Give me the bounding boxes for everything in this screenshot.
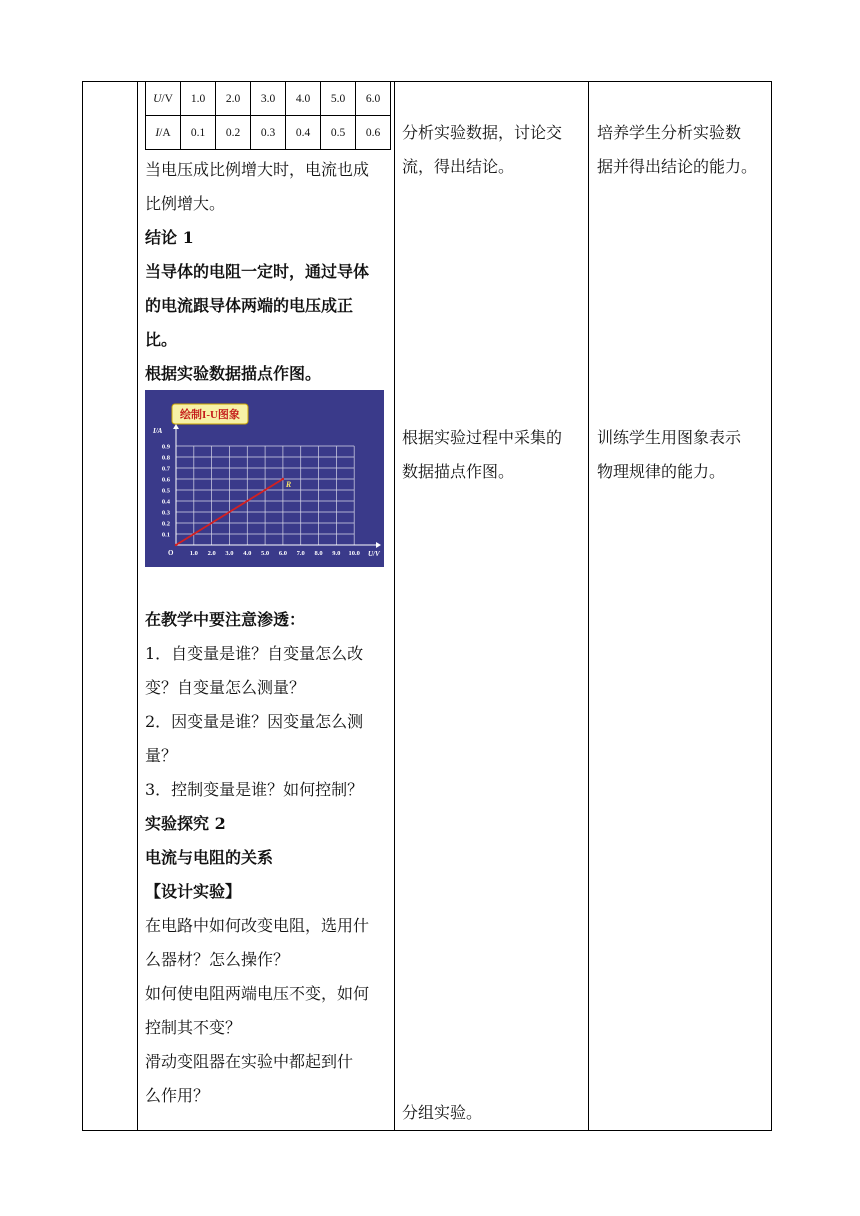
activity-line: 流，得出结论。 [402, 157, 515, 176]
x-axis-label: U/V [368, 550, 380, 558]
design-question: 么器材？怎么操作？ [145, 950, 290, 969]
observation-line: 当电压成比例增大时，电流也成 [145, 160, 370, 179]
x-tick-label: 9.0 [332, 550, 341, 557]
table-cell: 0.4 [286, 116, 321, 150]
conclusion-line: 的电流跟导体两端的电压成正 [145, 296, 354, 315]
activity-line: 分组实验。 [402, 1103, 483, 1122]
y-tick-label: 0.7 [161, 465, 170, 473]
y-tick-label: 0.6 [161, 476, 170, 484]
content-column-bottom [145, 603, 390, 1113]
design-intent-2 [597, 421, 767, 489]
x-tick-label: 3.0 [225, 550, 234, 557]
iu-chart [145, 390, 384, 567]
y-tick-label: 0.2 [161, 520, 170, 528]
table-cell: 2.0 [216, 82, 251, 116]
table-cell: 0.3 [251, 116, 286, 150]
column-divider-3 [588, 81, 589, 1131]
y-tick-label: 0.8 [161, 454, 170, 462]
y-axis-label: I/A [153, 427, 163, 435]
chart-title: 绘制I-U图象 [180, 409, 240, 421]
table-row-voltage [146, 82, 391, 116]
x-tick-label: 8.0 [314, 550, 323, 557]
column-divider-1 [137, 81, 138, 1131]
intent-line: 物理规律的能力。 [597, 462, 726, 481]
student-activity-1 [402, 116, 584, 184]
design-question: 如何使电阻两端电压不变，如何 [145, 984, 370, 1003]
teaching-point: 变？自变量怎么测量？ [145, 678, 306, 697]
x-tick-label: 10.0 [348, 550, 360, 557]
origin-label: O [168, 549, 174, 557]
table-cell: 5.0 [321, 82, 356, 116]
activity-line: 根据实验过程中采集的 [402, 428, 563, 447]
conclusion-line: 比。 [145, 330, 178, 349]
activity-line: 分析实验数据，讨论交 [402, 123, 563, 142]
voltage-header: U/V [146, 82, 181, 116]
x-tick-label: 7.0 [296, 550, 305, 557]
intent-line: 据并得出结论的能力。 [597, 157, 758, 176]
data-point [282, 478, 284, 480]
design-title: 【设计实验】 [145, 882, 242, 901]
teaching-point: 1．自变量是谁？自变量怎么改 [145, 644, 364, 663]
experiment-subtitle: 电流与电阻的关系 [145, 848, 274, 867]
table-cell: 0.1 [181, 116, 216, 150]
teaching-title: 在教学中要注意渗透： [145, 610, 306, 629]
experiment-title: 实验探究 2 [145, 814, 226, 833]
x-tick-label: 1.0 [189, 550, 198, 557]
x-tick-label: 2.0 [207, 550, 216, 557]
x-tick-label: 5.0 [261, 550, 270, 557]
y-tick-label: 0.1 [161, 531, 170, 539]
conclusion-line: 当导体的电阻一定时，通过导体 [145, 262, 370, 281]
x-tick-label: 4.0 [243, 550, 252, 557]
table-cell: 6.0 [356, 82, 391, 116]
teaching-point: 2．因变量是谁？因变量怎么测 [145, 712, 364, 731]
y-tick-label: 0.5 [161, 487, 170, 495]
table-cell: 0.5 [321, 116, 356, 150]
y-tick-label: 0.3 [161, 509, 170, 517]
table-cell: 1.0 [181, 82, 216, 116]
table-cell: 0.2 [216, 116, 251, 150]
data-point [175, 544, 177, 546]
plot-instruction: 根据实验数据描点作图。 [145, 364, 322, 383]
y-tick-label: 0.4 [161, 498, 170, 506]
column-divider-2 [394, 81, 395, 1131]
design-question: 控制其不变？ [145, 1018, 242, 1037]
conclusion-title: 结论 1 [145, 228, 194, 247]
student-activity-2 [402, 421, 584, 489]
table-row-current [146, 116, 391, 150]
data-table [145, 81, 391, 150]
design-intent-1 [597, 116, 767, 184]
x-tick-label: 6.0 [278, 550, 287, 557]
content-column-top [145, 153, 390, 391]
table-cell: 3.0 [251, 82, 286, 116]
observation-line: 比例增大。 [145, 194, 226, 213]
activity-line: 数据描点作图。 [402, 462, 515, 481]
design-question: 滑动变阻器在实验中都起到什 [145, 1052, 354, 1071]
y-tick-label: 0.9 [161, 443, 170, 451]
y-tick-labels [162, 444, 171, 539]
student-activity-3 [402, 1096, 584, 1130]
table-cell: 4.0 [286, 82, 321, 116]
design-question: 么作用？ [145, 1086, 210, 1105]
teaching-point: 3．控制变量是谁？如何控制？ [145, 780, 364, 799]
intent-line: 培养学生分析实验数 [597, 123, 742, 142]
teaching-point: 量？ [145, 746, 178, 765]
current-header: I/A [146, 116, 181, 150]
series-label: R [285, 480, 292, 489]
table-cell: 0.6 [356, 116, 391, 150]
design-question: 在电路中如何改变电阻，选用什 [145, 916, 370, 935]
intent-line: 训练学生用图象表示 [597, 428, 742, 447]
